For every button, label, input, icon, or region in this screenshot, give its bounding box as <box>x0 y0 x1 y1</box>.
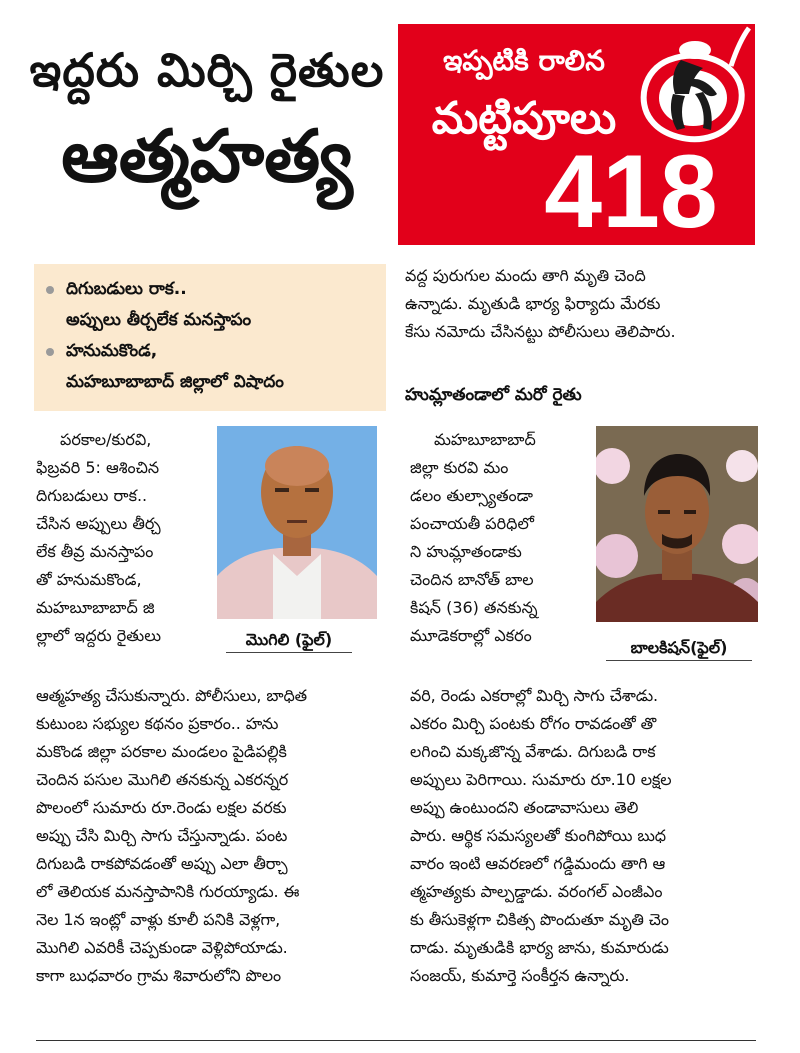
article-line: మొగిలి ఎవరికీ చెప్పకుండా వెళ్లిపోయాడు. <box>36 938 288 957</box>
article-line: ఆత్మహత్య చేసుకున్నారు. పోలీసులు, బాధిత <box>36 686 307 705</box>
article-left-wide <box>36 682 386 990</box>
highlight-line: అప్పులు తీర్చలేక మనస్తాపం <box>66 310 252 330</box>
mogili-photo-caption: మొగిలి (ఫైల్) <box>226 628 352 653</box>
article-line: అప్పు ఉంటుందని తండావాసులు తెలి <box>410 798 639 817</box>
article-line: సంజయ్, కుమార్తె సంకీర్తన ఉన్నారు. <box>410 966 630 985</box>
headline-line-1: ఇద్దరు మిర్చి రైతుల <box>29 43 385 97</box>
article-line: ల్లాలో ఇద్దరు రైతులు <box>36 626 162 645</box>
headline-line-2: ఆత్మహత్య <box>61 114 353 198</box>
suicide-count-box <box>398 24 755 245</box>
article-line: లగించి మక్కజొన్న వేశాడు. దిగుబడి రాక <box>410 742 656 761</box>
highlights-box <box>34 264 386 411</box>
article-line: ని హుమ్లాతండాకు <box>410 542 522 561</box>
article-line: చెందిన బానోత్ బాల <box>410 570 534 589</box>
article-line: వారం ఇంటి ఆవరణలో గడ్డిమందు తాగి ఆ <box>410 854 666 873</box>
article-line: కేసు నమోదు చేసినట్టు పోలీసులు తెలిపారు. <box>405 322 676 341</box>
article-line: ఎకరం మిర్చి పంటకు రోగం రావడంతో తొ <box>410 714 657 733</box>
highlight-item <box>46 274 376 336</box>
article-line: దిగుబడులు రాక.. <box>36 486 148 505</box>
article-line: లో తెలియక మనస్తాపానికి గురయ్యాడు. ఈ <box>36 882 300 901</box>
headline <box>22 40 392 206</box>
article-right-wide <box>410 682 758 990</box>
article-left-narrow <box>36 426 216 650</box>
article-line: పొలంలో సుమారు రూ.రెండు లక్షల వరకు <box>36 798 287 817</box>
bullet-icon <box>46 286 54 294</box>
article-right-narrow <box>410 426 592 650</box>
mogili-photo <box>217 426 377 619</box>
article-line: పరకాల/కురవి, <box>60 430 152 449</box>
article-line: లేక తీవ్ర మనస్తాపం <box>36 542 154 561</box>
article-right-subhead: హుమ్లాతండాలో మరో రైతు <box>405 385 582 405</box>
balakishan-photo <box>596 426 758 622</box>
article-line: పారు. ఆర్థిక సమస్యలతో కుంగిపోయి బుధ <box>410 826 666 845</box>
article-line: అప్పు చేసి మిర్చి సాగు చేస్తున్నాడు. పంట <box>36 826 288 845</box>
article-line: మహబూబాబాద్ జి <box>36 598 155 617</box>
portrait-mogili-icon <box>217 426 377 619</box>
article-line: జిల్లా కురవి మం <box>410 458 509 477</box>
article-line: దాడు. మృతుడికి భార్య జాను, కుమారుడు <box>410 938 669 957</box>
article-line: చేసిన అప్పులు తీర్చ <box>36 514 161 533</box>
article-line: కిషన్ (36) తనకున్న <box>410 598 538 617</box>
article-line: అప్పులు పెరిగాయి. సుమారు రూ.10 లక్షల <box>410 770 672 789</box>
bottom-divider <box>36 1040 756 1041</box>
count-box-caption-1: ఇప్పటికి రాలిన <box>443 44 605 77</box>
suicide-count: 418 <box>544 134 718 245</box>
article-line: వద్ద పురుగుల మందు తాగి మృతి చెంది <box>405 266 646 285</box>
article-line: మూడెకరాల్లో ఎకరం <box>410 626 532 645</box>
article-right-top <box>405 262 757 346</box>
article-line: తో హనుమకొండ, <box>36 570 142 589</box>
highlight-line: హనుమకొండ, <box>66 341 158 361</box>
article-line: కుటుంబ సభ్యుల కథనం ప్రకారం.. హను <box>36 714 279 733</box>
article-line: ఫిబ్రవరి 5: ఆశించిన <box>36 458 160 477</box>
highlight-line: మహబూబాబాద్ జిల్లాలో విషాదం <box>66 372 284 392</box>
article-line: దిగుబడి రాకపోవడంతో అప్పు ఎలా తీర్చా <box>36 854 288 873</box>
highlight-item <box>46 336 376 398</box>
balakishan-photo-caption: బాలకిషన్(ఫైల్) <box>606 636 752 661</box>
farmer-illustration-icon <box>633 24 751 152</box>
article-line: కు తీసుకెళ్లగా చికిత్స పొందుతూ మృతి చెం <box>410 910 669 929</box>
article-line: డలం తుల్స్యాతండా <box>410 486 533 505</box>
portrait-balakishan-icon <box>596 426 758 622</box>
article-line: కాగా బుధవారం గ్రామ శివారులోని పొలం <box>36 966 282 985</box>
article-line: ఉన్నాడు. మృతుడి భార్య ఫిర్యాదు మేరకు <box>405 294 661 313</box>
count-box-caption-2: మట్టిపూలు <box>431 93 617 144</box>
article-line: చెందిన పసుల మొగిలి తనకున్న ఎకరన్నర <box>36 770 289 789</box>
article-line: మకొండ జిల్లా పరకాల మండలం పైడిపల్లికి <box>36 742 287 761</box>
article-line: మహబూబాబాద్ <box>434 430 536 449</box>
bullet-icon <box>46 348 54 356</box>
highlight-line: దిగుబడులు రాక.. <box>66 279 187 299</box>
article-line: పంచాయతీ పరిధిలో <box>410 514 534 533</box>
article-line: నెల 1న ఇంట్లో వాళ్లు కూలీ పనికి వెళ్లగా, <box>36 910 281 929</box>
article-line: త్మహత్యకు పాల్పడ్డాడు. వరంగల్ ఎంజీఎం <box>410 882 663 901</box>
article-line: వరి, రెండు ఎకరాల్లో మిర్చి సాగు చేశాడు. <box>410 686 659 705</box>
